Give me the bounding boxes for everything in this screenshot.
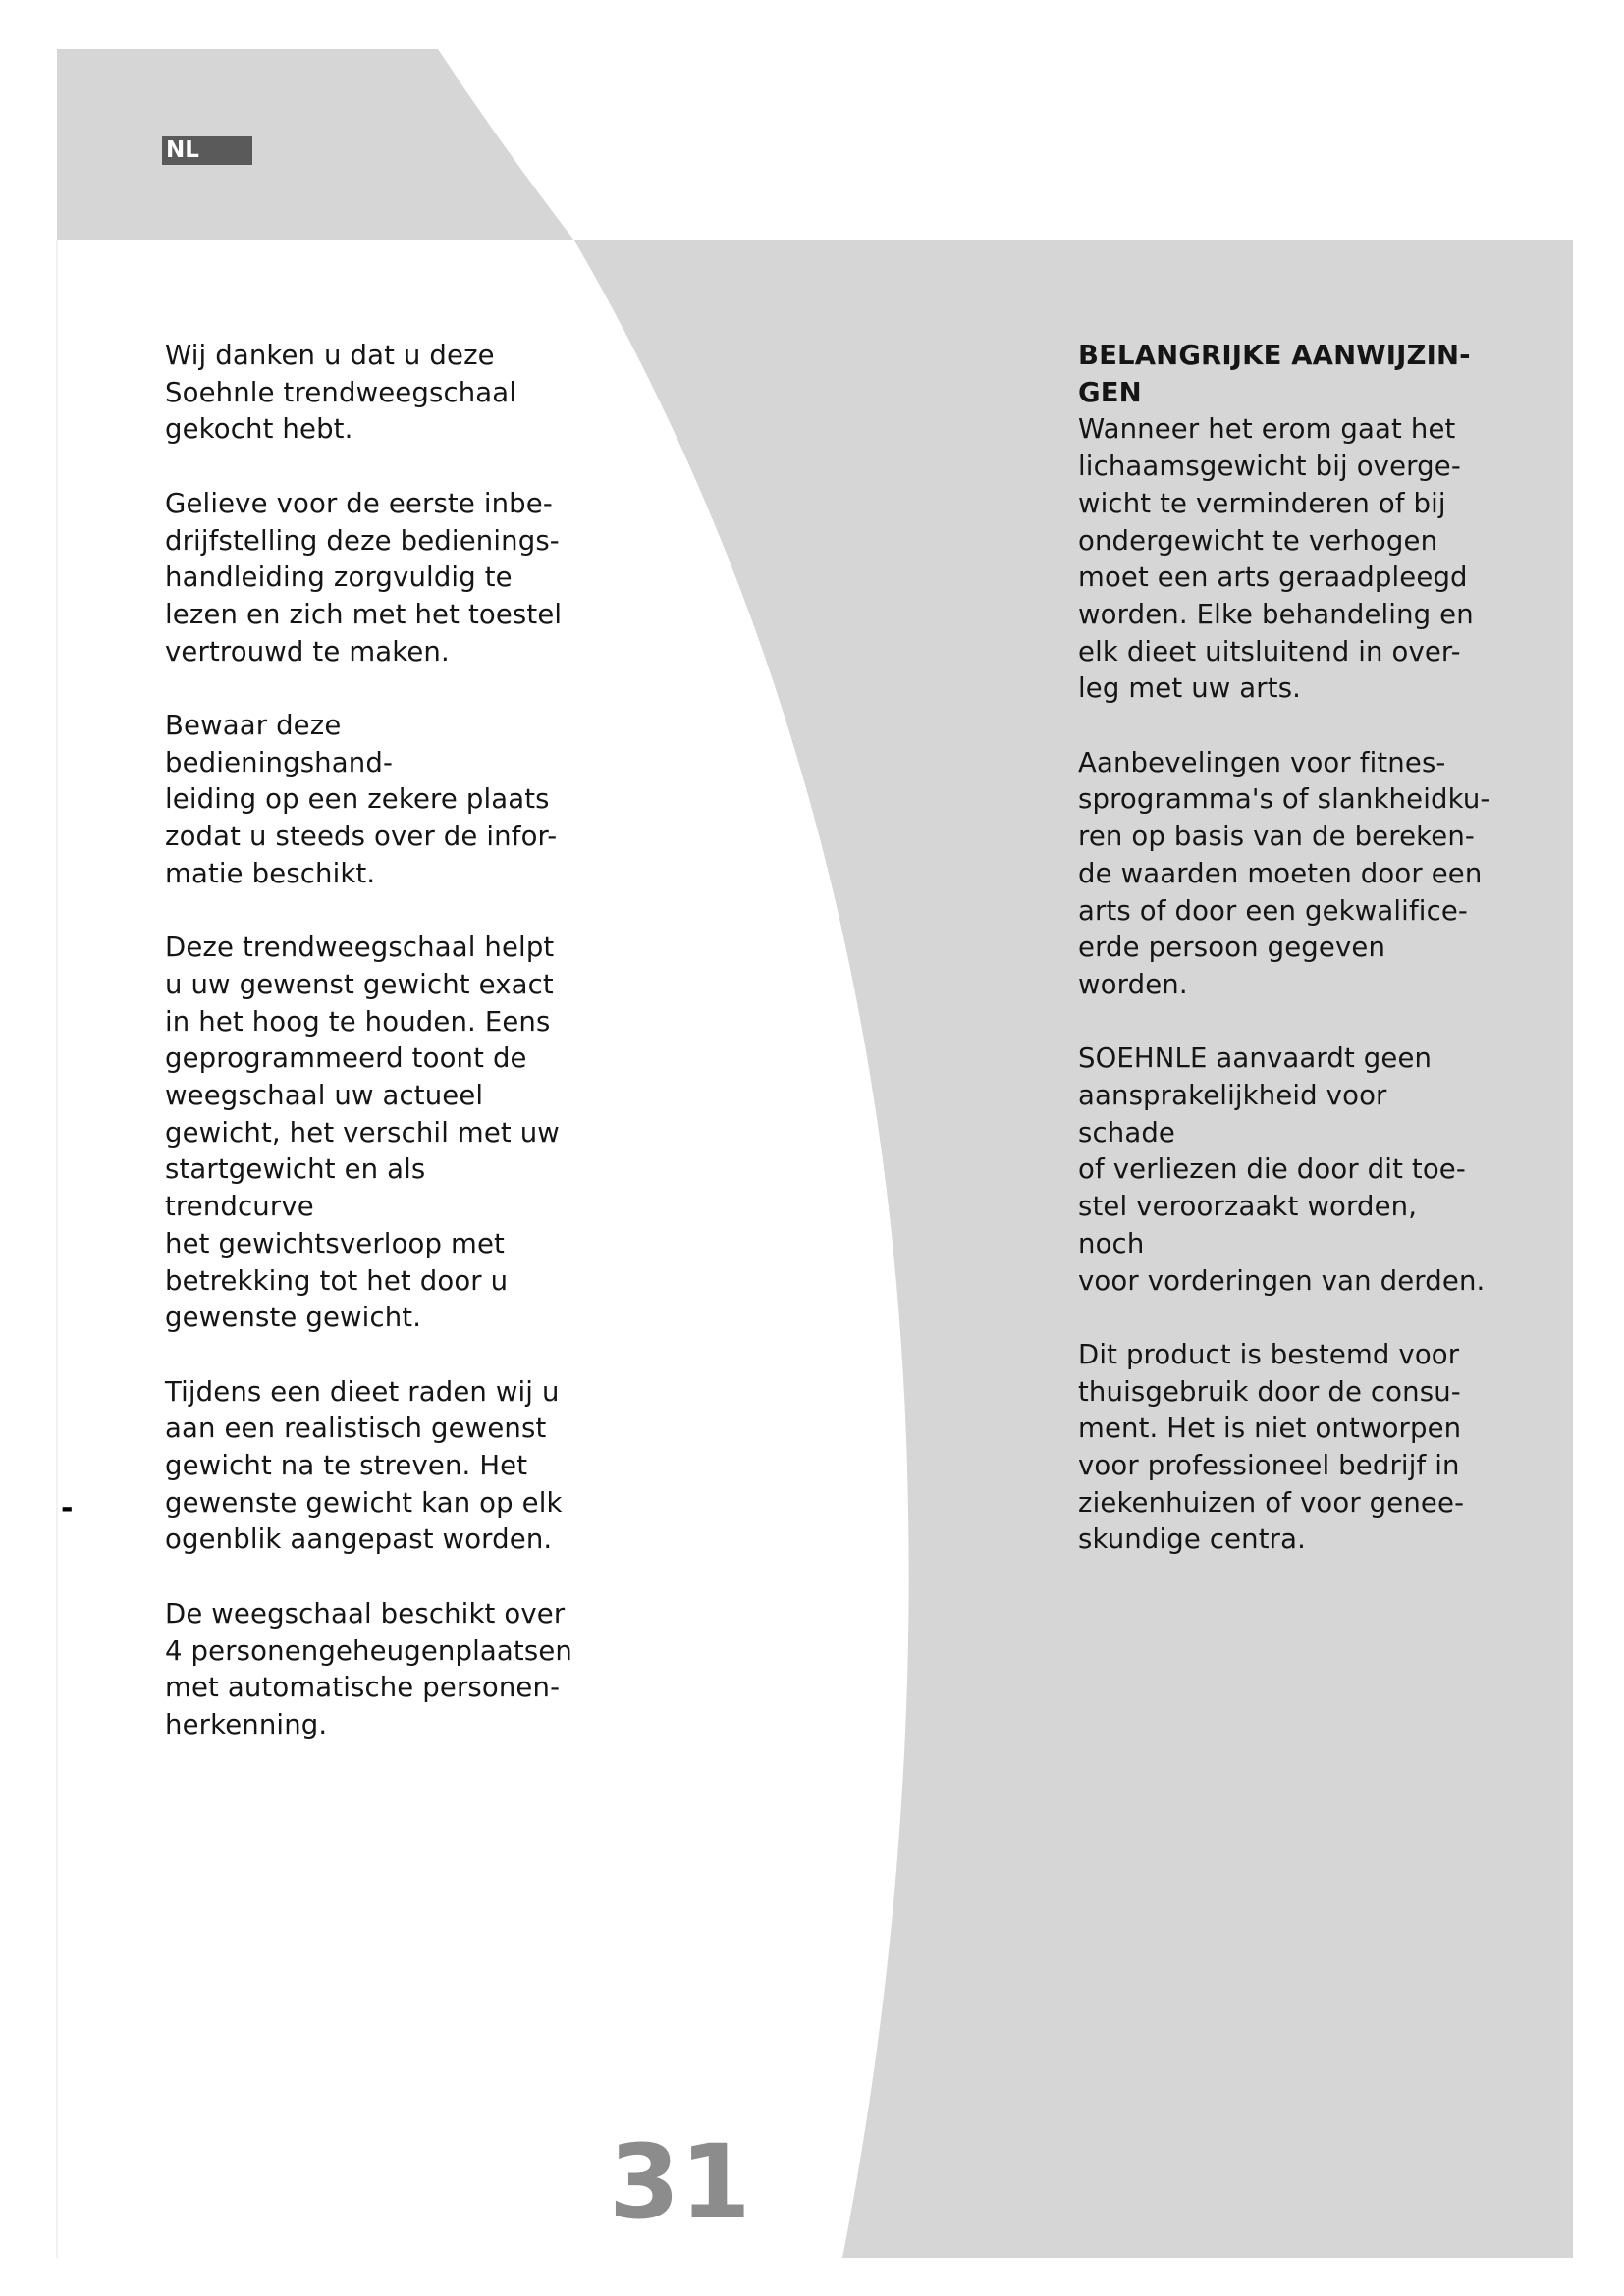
language-badge: NL — [162, 136, 252, 165]
consult-doctor-paragraph: Wanneer het erom gaat het lichaamsgewicht bij overge- wicht te verminderen of bij ondergewicht te verhogen moet een arts geraadpleegd worden. Elke behandeling en elk dieet uitsluitend in over- leg met uw arts. — [1078, 413, 1474, 705]
margin-dash-mark: - — [61, 1491, 74, 1525]
scale-function-paragraph: Deze trendweegschaal helpt u uw gewenst gewicht exact in het hoog te houden. Eens geprogrammeerd toont de weegschaal uw actueel gewicht, het verschil met uw startgewicht en als trendcurve het gewichtsverloop met betrekking tot het door u gewenste gewicht. — [165, 932, 560, 1334]
right-text-column — [1078, 338, 1490, 1596]
left-text-column — [165, 338, 577, 1781]
keep-manual-paragraph: Bewaar deze bedieningshand- leiding op een zekere plaats zodat u steeds over de infor- matie beschikt. — [165, 710, 558, 889]
page-number: 31 — [609, 2122, 751, 2242]
memory-paragraph: De weegschaal beschikt over 4 personengeheugenplaatsen met automatische personen- herkenning. — [165, 1597, 572, 1740]
intro-paragraph: Wij danken u dat u deze Soehnle trendweegschaal gekocht hebt. — [165, 340, 517, 446]
liability-paragraph: SOEHNLE aanvaardt geen aansprakelijkheid voor schade of verliezen die door dit toe- stel veroorzaakt worden, noch voor vorderingen van derden. — [1078, 1042, 1486, 1297]
top-band-shape — [57, 49, 574, 240]
read-manual-paragraph: Gelieve voor de eerste inbe- drijfstelling deze bedienings- handleiding zorgvuldig te lezen en zich met het toestel vertrouwd te maken. — [165, 487, 563, 667]
home-use-paragraph: Dit product is bestemd voor thuisgebruik door de consu- ment. Het is niet ontworpen voor professioneel bedrijf in ziekenhuizen of voor genee- skundige centra. — [1078, 1338, 1465, 1556]
important-notes-heading: BELANGRIJKE AANWIJZIN- GEN — [1078, 340, 1471, 408]
fitness-advice-paragraph: Aanbevelingen voor fitnes- sprogramma's of slankheidku- ren op basis van de bereken- de waarden moeten door een arts of door een gekwalifice- erde persoon gegeven worden. — [1078, 746, 1490, 1000]
diet-advice-paragraph: Tijdens een dieet raden wij u aan een realistisch gewenst gewicht na te streven. Het gewenste gewicht kan op elk ogenblik aangepast worden. — [165, 1375, 563, 1556]
